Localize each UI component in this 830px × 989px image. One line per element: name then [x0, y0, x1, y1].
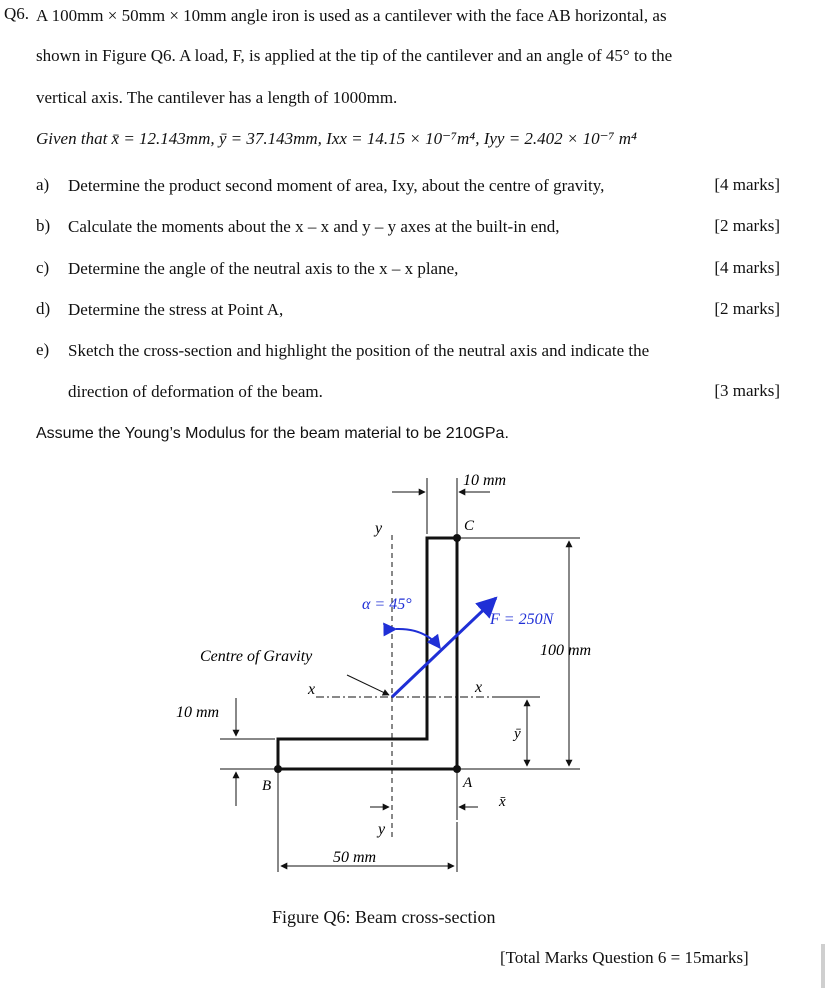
intro-line-1: A 100mm × 50mm × 10mm angle iron is used as a cantilever with the face AB horizontal, as	[36, 6, 667, 25]
intro-line-3: vertical axis. The cantilever has a length of 1000mm.	[36, 88, 398, 107]
part-e-letter: e)	[36, 340, 50, 359]
dim-top-label: 10 mm	[463, 472, 507, 489]
part-a-letter: a)	[36, 175, 50, 194]
part-e-marks: [3 marks]	[714, 381, 780, 400]
label-c: C	[464, 518, 475, 534]
part-b-letter: b)	[36, 216, 51, 235]
point-c	[453, 534, 461, 542]
question-number: Q6.	[4, 4, 30, 23]
part-e-text: Sketch the cross-section and highlight the position of the neutral axis and indicate the	[68, 341, 650, 360]
part-d-text: Determine the stress at Point A,	[68, 300, 284, 319]
total-marks: [Total Marks Question 6 = 15marks]	[500, 948, 749, 967]
assumption-text: Assume the Young’s Modulus for the beam material to be 210GPa.	[36, 425, 509, 442]
label-y-bottom: y	[378, 821, 386, 838]
dim-right-label: 100 mm	[540, 642, 592, 659]
part-c-marks: [4 marks]	[714, 258, 780, 277]
label-a: A	[463, 775, 473, 791]
part-a-text: Determine the product second moment of area, Ixy, about the centre of gravity,	[68, 176, 605, 195]
force-label: F = 250N	[490, 611, 554, 628]
part-a-marks: [4 marks]	[714, 175, 780, 194]
part-c-letter: c)	[36, 258, 50, 277]
given-values: Given that x̄ = 12.143mm, ȳ = 37.143mm, Ixx = 14.15 × 10⁻⁷m⁴, Iyy = 2.402 × 10⁻⁷ m⁴	[36, 129, 637, 148]
intro-line-2: shown in Figure Q6. A load, F, is applied at the tip of the cantilever and an angle of 45° to the	[36, 46, 673, 65]
label-b: B	[262, 778, 272, 794]
label-y-top: y	[375, 520, 383, 537]
part-b-marks: [2 marks]	[714, 216, 780, 235]
dim-left-label: 10 mm	[176, 704, 220, 721]
dim-bottom-label: 50 mm	[333, 849, 377, 866]
label-xbar: x̄	[499, 794, 506, 810]
point-a	[453, 765, 461, 773]
point-b	[274, 765, 282, 773]
label-x-left: x	[308, 681, 316, 698]
part-c-text: Determine the angle of the neutral axis to the x – x plane,	[68, 259, 459, 278]
part-b-text: Calculate the moments about the x – x and y – y axes at the built-in end,	[68, 217, 560, 236]
label-x-right: x	[475, 679, 483, 696]
alpha-label: α = 45°	[362, 596, 412, 613]
cog-label: Centre of Gravity	[200, 648, 313, 665]
figure-caption: Figure Q6: Beam cross-section	[272, 907, 496, 927]
cog-leader	[347, 675, 389, 695]
part-e-text-2: direction of deformation of the beam.	[68, 382, 323, 401]
alpha-arc	[396, 629, 440, 648]
part-d-letter: d)	[36, 299, 51, 318]
part-d-marks: [2 marks]	[714, 299, 780, 318]
page-edge-bar	[821, 944, 825, 988]
label-ybar: ȳ	[514, 726, 521, 742]
